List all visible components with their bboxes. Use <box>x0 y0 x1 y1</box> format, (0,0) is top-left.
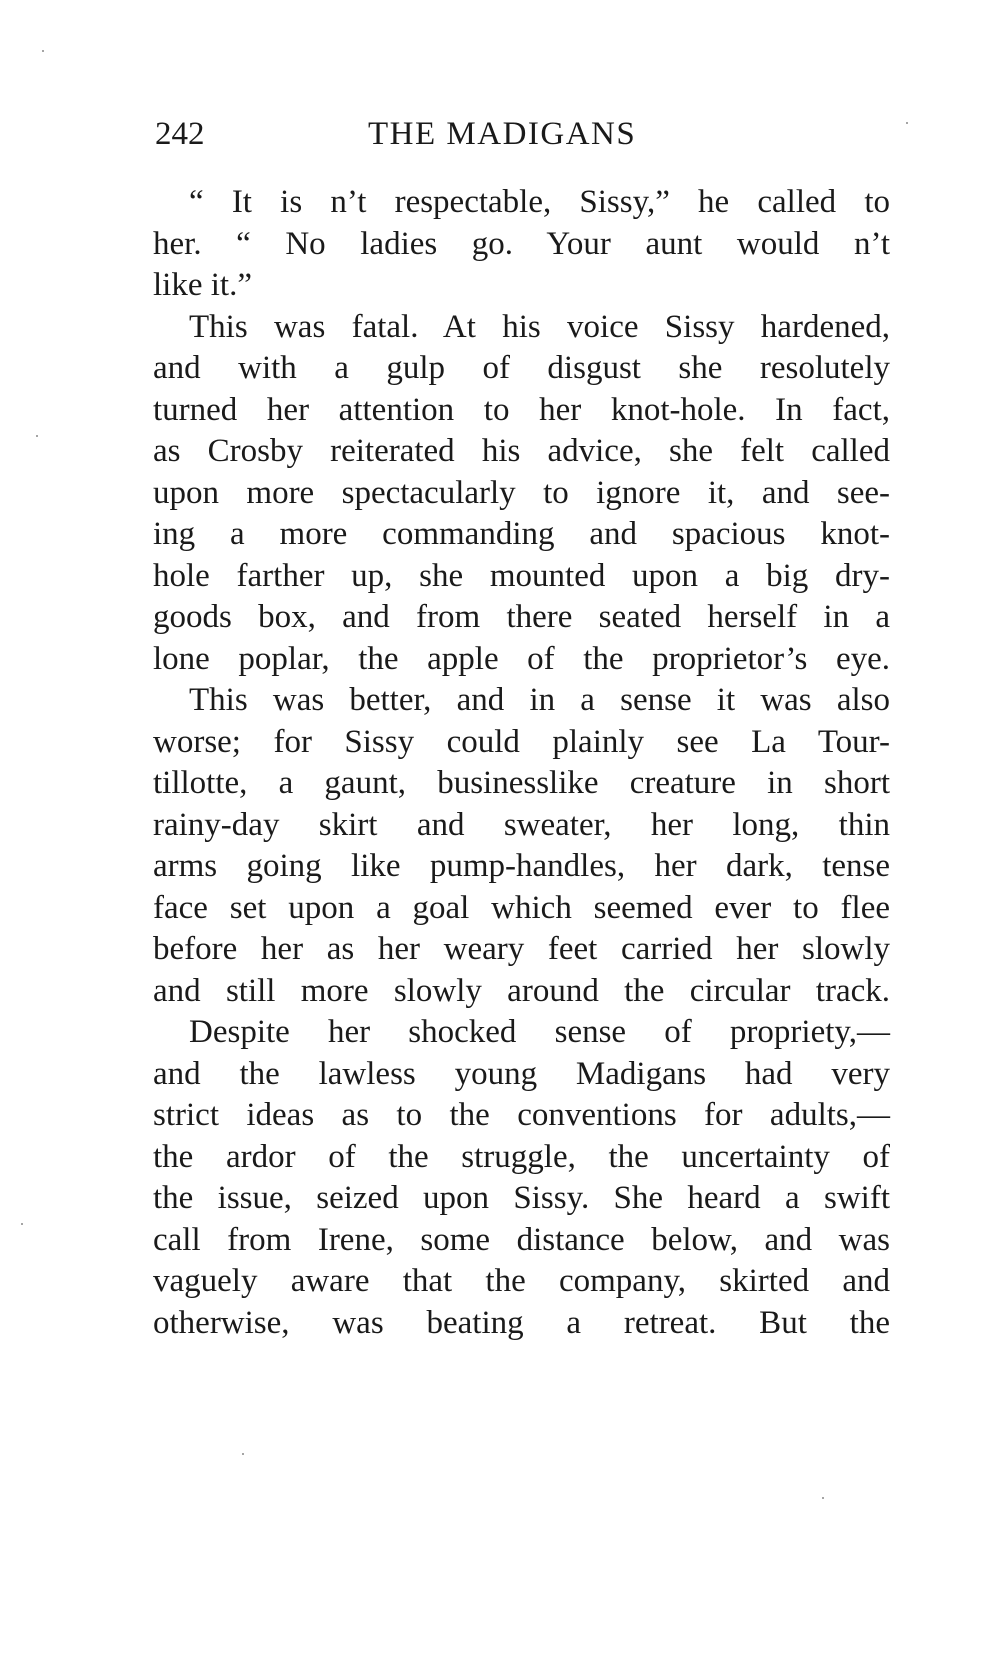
scan-speck <box>822 1497 824 1499</box>
text-line: tillotte, a gaunt, businesslike creature in short <box>153 765 890 801</box>
text-line: call from Irene, some distance below, and was <box>153 1221 890 1258</box>
text-line: like it.” <box>153 267 252 303</box>
text-line: worse; for Sissy could plainly see La Tour- <box>153 723 890 760</box>
text-line: her. “ No ladies go. Your aunt would n’t <box>153 225 890 262</box>
text-line: Despite her shocked sense of propriety,— <box>189 1014 890 1050</box>
text-line: and with a gulp of disgust she resolutely <box>153 350 890 386</box>
body-text <box>153 182 890 1344</box>
text-line: ing a more commanding and spacious knot- <box>153 516 890 552</box>
page-header <box>155 112 890 156</box>
running-title: THE MADIGANS <box>368 116 637 152</box>
text-line: the ardor of the struggle, the uncertainty of <box>153 1138 890 1175</box>
page-number: 242 <box>155 116 205 152</box>
paragraph <box>153 1012 890 1344</box>
scan-speck <box>36 435 38 437</box>
text-line: otherwise, was beating a retreat. But the <box>153 1304 890 1341</box>
text-line: arms going like pump-handles, her dark, tense <box>153 848 890 884</box>
text-line: vaguely aware that the company, skirted and <box>153 1263 890 1299</box>
text-line: the issue, seized upon Sissy. She heard a swift <box>153 1180 890 1216</box>
scan-speck <box>21 1223 23 1225</box>
scan-speck <box>242 1453 244 1455</box>
text-line: and the lawless young Madigans had very <box>153 1055 890 1092</box>
text-line: face set upon a goal which seemed ever to flee <box>153 889 890 926</box>
text-line: strict ideas as to the conventions for adults,— <box>153 1097 890 1133</box>
text-line: rainy-day skirt and sweater, her long, thin <box>153 806 890 843</box>
scan-speck <box>906 122 908 124</box>
text-line: This was better, and in a sense it was also <box>189 682 890 718</box>
text-line: turned her attention to her knot-hole. In fact, <box>153 391 890 428</box>
text-line: hole farther up, she mounted upon a big dry- <box>153 557 890 594</box>
text-line: upon more spectacularly to ignore it, and see- <box>153 474 890 511</box>
paragraph <box>153 182 890 307</box>
text-line: goods box, and from there seated herself in a <box>153 599 890 635</box>
paragraph <box>153 307 890 681</box>
text-line: “ It is n’t respectable, Sissy,” he called to <box>189 184 890 220</box>
text-line: as Crosby reiterated his advice, she felt called <box>153 433 890 469</box>
paragraph <box>153 680 890 1012</box>
text-line: lone poplar, the apple of the proprietor’s eye. <box>153 640 890 677</box>
text-line: This was fatal. At his voice Sissy hardened, <box>189 308 890 345</box>
text-line: before her as her weary feet carried her slowly <box>153 931 890 967</box>
scan-speck <box>42 50 44 52</box>
text-line: and still more slowly around the circular track. <box>153 972 890 1009</box>
